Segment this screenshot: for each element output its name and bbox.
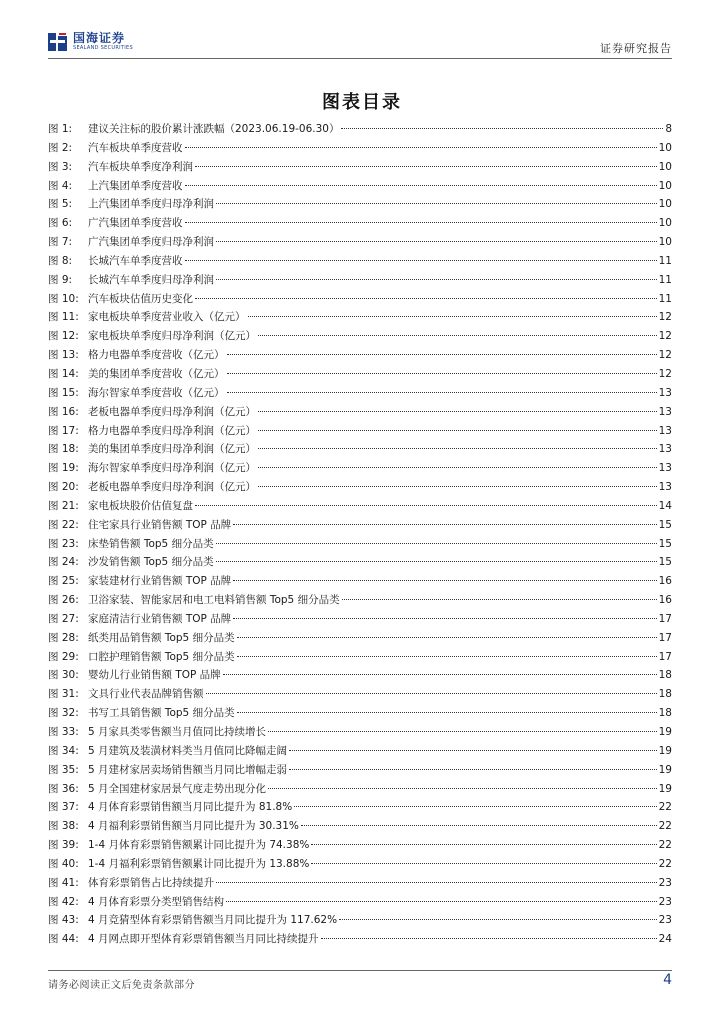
- toc-entry[interactable]: [48, 271, 672, 290]
- toc-entry-title: 海尔智家单季度归母净利润（亿元）: [88, 462, 256, 475]
- toc-entry-number: 图 25:: [48, 575, 79, 588]
- toc-dot-leader: [248, 316, 657, 317]
- toc-entry-title: 上汽集团单季度营收: [88, 179, 183, 192]
- toc-entry-page: 11: [658, 273, 672, 286]
- toc-entry-title: 4 月体育彩票分类型销售结构: [88, 895, 225, 908]
- toc-entry-title: 4 月竞猜型体育彩票销售额当月同比提升为 117.62%: [88, 914, 338, 927]
- toc-entry-number: 图 4:: [48, 179, 73, 192]
- toc-entry-page: 19: [658, 782, 672, 795]
- toc-entry-page: 13: [658, 386, 672, 399]
- toc-entry-title: 4 月体育彩票销售额当月同比提升为 81.8%: [88, 801, 293, 814]
- footer-divider: [48, 970, 672, 971]
- toc-entry[interactable]: [48, 497, 672, 516]
- toc-dot-leader: [301, 825, 657, 826]
- toc-entry[interactable]: [48, 610, 672, 629]
- toc-entry-title: 婴幼儿行业销售额 TOP 品牌: [88, 669, 221, 682]
- toc-entry[interactable]: [48, 139, 672, 158]
- toc-entry-number: 图 1:: [48, 123, 73, 135]
- toc-entry-title: 建议关注标的股价累计涨跌幅（2023.06.19-06.30）: [88, 123, 340, 135]
- toc-entry-title: 住宅家具行业销售额 TOP 品牌: [88, 518, 232, 531]
- toc-entry-title: 广汽集团单季度归母净利润: [88, 236, 214, 249]
- toc-dot-leader: [227, 392, 657, 393]
- toc-entry[interactable]: [48, 685, 672, 704]
- toc-entry[interactable]: [48, 308, 672, 327]
- toc-entry-page: 13: [658, 424, 672, 437]
- toc-entry-title: 5 月全国建材家居景气度走势出现分化: [88, 782, 267, 795]
- toc-dot-leader: [258, 486, 657, 487]
- toc-entry[interactable]: [48, 591, 672, 610]
- toc-entry-number: 图 14:: [48, 367, 79, 380]
- header-divider: [48, 58, 672, 59]
- toc-entry-title: 海尔智家单季度营收（亿元）: [88, 386, 225, 399]
- toc-entry[interactable]: [48, 233, 672, 252]
- toc-entry-page: 10: [658, 179, 672, 192]
- toc-entry[interactable]: [48, 384, 672, 403]
- toc-entry-page: 10: [658, 198, 672, 211]
- toc-entry-number: 图 30:: [48, 669, 79, 682]
- page-number: 4: [663, 972, 672, 988]
- toc-entry-number: 图 3:: [48, 160, 73, 173]
- toc-entry-number: 图 38:: [48, 820, 79, 833]
- toc-dot-leader: [237, 637, 657, 638]
- toc-dot-leader: [342, 599, 657, 600]
- toc-dot-leader: [223, 674, 657, 675]
- toc-entry-page: 12: [658, 349, 672, 362]
- toc-entry[interactable]: [48, 535, 672, 554]
- toc-dot-leader: [341, 128, 663, 129]
- toc-entry[interactable]: [48, 761, 672, 780]
- toc-entry-title: 4 月福利彩票销售额当月同比提升为 30.31%: [88, 820, 299, 833]
- toc-dot-leader: [185, 260, 657, 261]
- toc-entry-page: 12: [658, 311, 672, 324]
- toc-entry-number: 图 22:: [48, 518, 79, 531]
- toc-entry-number: 图 44:: [48, 933, 79, 946]
- toc-dot-leader: [237, 656, 657, 657]
- toc-entry-page: 22: [658, 857, 672, 870]
- toc-entry-number: 图 40:: [48, 857, 79, 870]
- toc-dot-leader: [294, 806, 656, 807]
- toc-entry-title: 上汽集团单季度归母净利润: [88, 198, 214, 211]
- toc-dot-leader: [216, 543, 657, 544]
- toc-entry-number: 图 33:: [48, 726, 79, 738]
- toc-entry-page: 16: [658, 575, 672, 588]
- toc-dot-leader: [216, 241, 657, 242]
- toc-entry-title: 体育彩票销售占比持续提升: [88, 876, 214, 889]
- toc-entry-number: 图 9:: [48, 273, 73, 286]
- toc-entry-number: 图 42:: [48, 895, 79, 908]
- toc-entry-number: 图 39:: [48, 839, 79, 852]
- toc-entry-page: 18: [658, 688, 672, 701]
- toc-entry[interactable]: [48, 290, 672, 309]
- toc-entry-number: 图 27:: [48, 612, 79, 625]
- toc-entry-page: 10: [658, 160, 672, 173]
- toc-entry-page: 19: [658, 744, 672, 757]
- toc-entry-page: 16: [658, 594, 672, 607]
- toc-entry-page: 10: [658, 236, 672, 249]
- toc-entry-title: 家装建材行业销售额 TOP 品牌: [88, 575, 232, 588]
- toc-entry-page: 12: [658, 330, 672, 343]
- toc-entry-page: 15: [658, 556, 672, 569]
- toc-dot-leader: [321, 938, 657, 939]
- toc-entry-number: 图 31:: [48, 688, 79, 701]
- toc-entry-title: 家电板块股价估值复盘: [88, 499, 193, 512]
- toc-entry-number: 图 17:: [48, 424, 79, 437]
- toc-entry[interactable]: [48, 836, 672, 855]
- report-type: 证券研究报告: [600, 42, 672, 55]
- sealand-logo-icon: [48, 33, 68, 51]
- toc-dot-leader: [216, 279, 657, 280]
- toc-entry-page: 22: [658, 801, 672, 814]
- toc-entry[interactable]: [48, 346, 672, 365]
- toc-entry-title: 1-4 月福利彩票销售额累计同比提升为 13.88%: [88, 857, 310, 870]
- toc-dot-leader: [233, 618, 656, 619]
- toc-entry-number: 图 35:: [48, 763, 79, 776]
- toc-entry[interactable]: [48, 666, 672, 685]
- toc-entry-page: 13: [658, 405, 672, 418]
- logo-english-name: SEALAND SECURITIES: [73, 45, 133, 51]
- toc-entry[interactable]: [48, 516, 672, 535]
- toc-entry-number: 图 21:: [48, 499, 79, 512]
- toc-entry-page: 14: [658, 499, 672, 512]
- figure-toc: [48, 120, 672, 949]
- toc-entry[interactable]: [48, 459, 672, 478]
- toc-entry-page: 12: [658, 367, 672, 380]
- toc-entry-number: 图 34:: [48, 744, 79, 757]
- toc-entry-title: 美的集团单季度归母净利润（亿元）: [88, 443, 256, 456]
- toc-entry-title: 5 月建材家居卖场销售额当月同比增幅走弱: [88, 763, 288, 776]
- toc-entry[interactable]: [48, 780, 672, 799]
- toc-entry[interactable]: [48, 742, 672, 761]
- toc-entry-number: 图 11:: [48, 311, 79, 324]
- toc-dot-leader: [268, 731, 657, 732]
- toc-entry-page: 15: [658, 518, 672, 531]
- toc-entry[interactable]: [48, 704, 672, 723]
- toc-dot-leader: [195, 166, 657, 167]
- toc-entry[interactable]: [48, 798, 672, 817]
- toc-entry-page: 11: [658, 254, 672, 267]
- toc-dot-leader: [258, 411, 657, 412]
- toc-entry-page: 15: [658, 537, 672, 550]
- page-title: 图表目录: [322, 92, 402, 113]
- toc-dot-leader: [289, 750, 657, 751]
- toc-entry-title: 老板电器单季度归母净利润（亿元）: [88, 481, 256, 494]
- toc-dot-leader: [227, 354, 657, 355]
- toc-entry-page: 24: [658, 933, 672, 946]
- toc-entry-number: 图 19:: [48, 462, 79, 475]
- toc-entry-number: 图 43:: [48, 914, 79, 927]
- toc-dot-leader: [206, 693, 657, 694]
- logo-chinese-name: 国海证券: [73, 31, 126, 45]
- toc-entry-title: 家庭清洁行业销售额 TOP 品牌: [88, 612, 232, 625]
- toc-entry-title: 5 月家具类零售额当月值同比持续增长: [88, 726, 267, 738]
- toc-dot-leader: [237, 712, 657, 713]
- toc-entry-number: 图 23:: [48, 537, 79, 550]
- page-header: [48, 28, 672, 56]
- toc-entry[interactable]: [48, 195, 672, 214]
- toc-entry-title: 沙发销售额 Top5 细分品类: [88, 556, 214, 569]
- company-logo: [48, 32, 133, 51]
- toc-entry-title: 床垫销售额 Top5 细分品类: [88, 537, 214, 550]
- toc-entry[interactable]: [48, 252, 672, 271]
- toc-entry-page: 22: [658, 839, 672, 852]
- toc-entry-title: 格力电器单季度归母净利润（亿元）: [88, 424, 256, 437]
- toc-entry-number: 图 18:: [48, 443, 79, 456]
- toc-entry[interactable]: [48, 648, 672, 667]
- toc-dot-leader: [258, 335, 657, 336]
- toc-entry-page: 19: [658, 726, 672, 738]
- toc-dot-leader: [226, 901, 657, 902]
- toc-dot-leader: [195, 298, 657, 299]
- toc-entry-number: 图 41:: [48, 876, 79, 889]
- toc-entry[interactable]: [48, 629, 672, 648]
- toc-entry-number: 图 12:: [48, 330, 79, 343]
- toc-entry-title: 卫浴家装、智能家居和电工电料销售额 Top5 细分品类: [88, 594, 340, 607]
- toc-entry-number: 图 32:: [48, 707, 79, 720]
- toc-entry-title: 4 月网点即开型体育彩票销售额当月同比持续提升: [88, 933, 319, 946]
- toc-entry-number: 图 37:: [48, 801, 79, 814]
- toc-entry-page: 17: [658, 631, 672, 644]
- toc-entry-title: 5 月建筑及装潢材料类当月值同比降幅走阔: [88, 744, 288, 757]
- toc-entry-number: 图 16:: [48, 405, 79, 418]
- toc-entry[interactable]: [48, 893, 672, 912]
- toc-entry[interactable]: [48, 365, 672, 384]
- toc-dot-leader: [185, 147, 657, 148]
- toc-entry-page: 13: [658, 462, 672, 475]
- toc-entry-number: 图 6:: [48, 217, 73, 230]
- toc-entry-number: 图 13:: [48, 349, 79, 362]
- toc-dot-leader: [195, 505, 657, 506]
- toc-entry-title: 美的集团单季度营收（亿元）: [88, 367, 225, 380]
- toc-dot-leader: [258, 467, 657, 468]
- toc-entry[interactable]: [48, 817, 672, 836]
- toc-entry-page: 23: [658, 876, 672, 889]
- toc-dot-leader: [258, 448, 657, 449]
- toc-entry-title: 家电板块单季度营业收入（亿元）: [88, 311, 246, 324]
- toc-entry[interactable]: [48, 874, 672, 893]
- toc-dot-leader: [185, 185, 657, 186]
- toc-entry-title: 汽车板块单季度净利润: [88, 160, 193, 173]
- toc-entry[interactable]: [48, 572, 672, 591]
- toc-dot-leader: [311, 863, 656, 864]
- toc-entry[interactable]: [48, 177, 672, 196]
- toc-entry[interactable]: [48, 120, 672, 139]
- toc-entry-number: 图 28:: [48, 631, 79, 644]
- toc-entry-page: 13: [658, 443, 672, 456]
- toc-dot-leader: [233, 524, 656, 525]
- toc-dot-leader: [227, 373, 657, 374]
- toc-entry[interactable]: [48, 930, 672, 949]
- toc-entry-title: 汽车板块估值历史变化: [88, 292, 193, 305]
- toc-entry-title: 文具行业代表品牌销售额: [88, 688, 204, 701]
- toc-entry[interactable]: [48, 855, 672, 874]
- toc-dot-leader: [311, 844, 656, 845]
- toc-entry[interactable]: [48, 553, 672, 572]
- toc-entry-page: 18: [658, 707, 672, 720]
- toc-entry-number: 图 29:: [48, 650, 79, 663]
- toc-entry-page: 8: [665, 123, 672, 135]
- toc-dot-leader: [216, 203, 657, 204]
- toc-entry-page: 22: [658, 820, 672, 833]
- toc-entry-number: 图 20:: [48, 481, 79, 494]
- toc-entry[interactable]: [48, 327, 672, 346]
- toc-entry-page: 19: [658, 763, 672, 776]
- toc-entry[interactable]: [48, 214, 672, 233]
- disclaimer-note: 请务必阅读正文后免责条款部分: [48, 980, 195, 991]
- toc-entry[interactable]: [48, 403, 672, 422]
- toc-entry[interactable]: [48, 478, 672, 497]
- toc-dot-leader: [339, 919, 657, 920]
- toc-entry-number: 图 7:: [48, 236, 73, 249]
- toc-entry-title: 老板电器单季度归母净利润（亿元）: [88, 405, 256, 418]
- toc-entry-title: 长城汽车单季度营收: [88, 254, 183, 267]
- toc-entry-title: 广汽集团单季度营收: [88, 217, 183, 230]
- toc-entry-page: 23: [658, 895, 672, 908]
- toc-entry[interactable]: [48, 440, 672, 459]
- toc-entry-page: 18: [658, 669, 672, 682]
- toc-entry[interactable]: [48, 422, 672, 441]
- toc-dot-leader: [216, 882, 657, 883]
- toc-entry-number: 图 26:: [48, 594, 79, 607]
- toc-entry-title: 长城汽车单季度归母净利润: [88, 273, 214, 286]
- toc-entry-title: 1-4 月体育彩票销售额累计同比提升为 74.38%: [88, 839, 310, 852]
- toc-entry-page: 10: [658, 141, 672, 154]
- toc-entry-page: 17: [658, 612, 672, 625]
- toc-entry-title: 书写工具销售额 Top5 细分品类: [88, 707, 235, 720]
- toc-entry-number: 图 36:: [48, 782, 79, 795]
- toc-dot-leader: [185, 222, 657, 223]
- toc-entry-title: 家电板块单季度归母净利润（亿元）: [88, 330, 256, 343]
- toc-entry-title: 汽车板块单季度营收: [88, 141, 183, 154]
- toc-entry[interactable]: [48, 723, 672, 742]
- toc-entry-number: 图 8:: [48, 254, 73, 267]
- toc-dot-leader: [216, 561, 657, 562]
- toc-entry-number: 图 5:: [48, 198, 73, 211]
- toc-dot-leader: [268, 788, 657, 789]
- toc-entry-number: 图 15:: [48, 386, 79, 399]
- toc-entry[interactable]: [48, 158, 672, 177]
- toc-entry-page: 11: [658, 292, 672, 305]
- toc-dot-leader: [289, 769, 657, 770]
- toc-entry-number: 图 24:: [48, 556, 79, 569]
- toc-entry-page: 10: [658, 217, 672, 230]
- toc-entry[interactable]: [48, 911, 672, 930]
- toc-entry-page: 13: [658, 481, 672, 494]
- toc-dot-leader: [233, 580, 656, 581]
- toc-entry-page: 17: [658, 650, 672, 663]
- toc-entry-title: 纸类用品销售额 Top5 细分品类: [88, 631, 235, 644]
- toc-entry-title: 格力电器单季度营收（亿元）: [88, 349, 225, 362]
- toc-dot-leader: [258, 430, 657, 431]
- toc-entry-page: 23: [658, 914, 672, 927]
- toc-entry-title: 口腔护理销售额 Top5 细分品类: [88, 650, 235, 663]
- toc-entry-number: 图 2:: [48, 141, 73, 154]
- toc-entry-number: 图 10:: [48, 292, 79, 305]
